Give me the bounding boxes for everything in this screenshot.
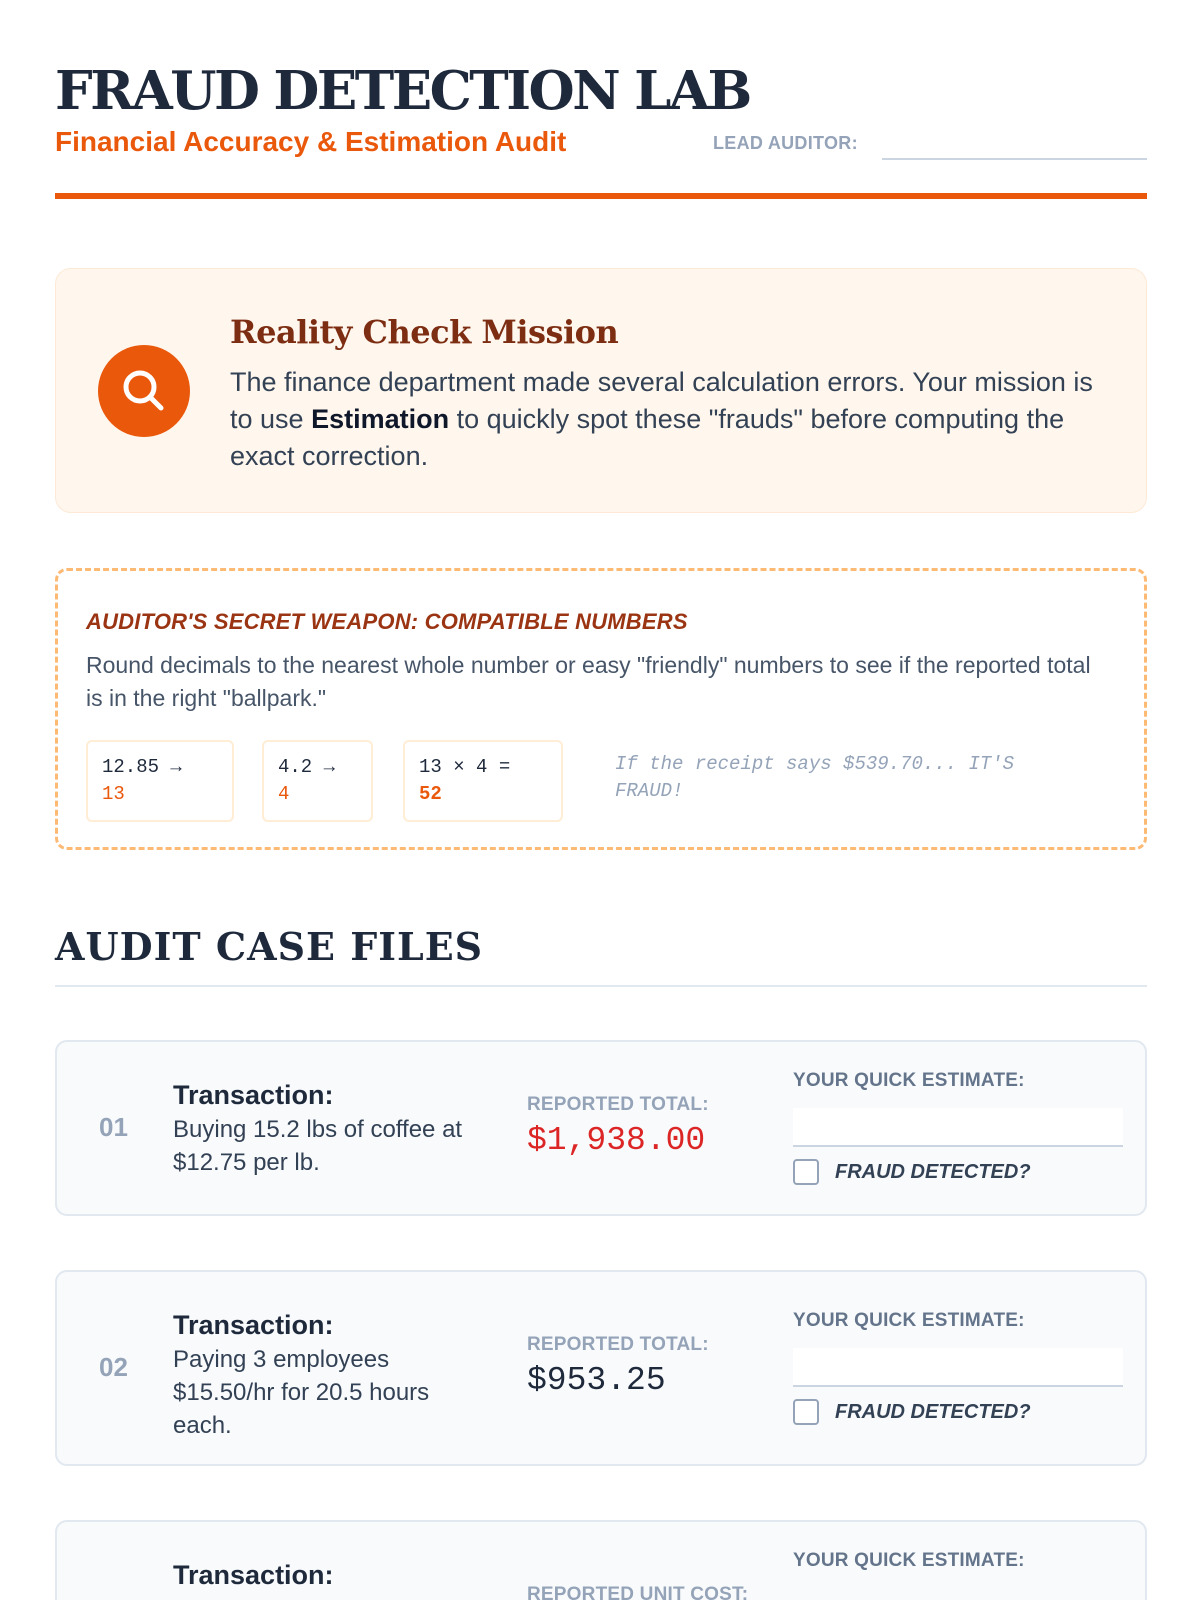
header-divider [55,193,1147,199]
case-card [55,1270,1147,1466]
estimate-label: YOUR QUICK ESTIMATE: [793,1070,1025,1091]
worksheet-page [55,0,1147,1600]
case-number: 02 [99,1352,128,1382]
mission-title: Reality Check Mission [230,313,619,351]
example-chip: 4.2 → 4 [262,740,373,822]
lead-auditor-input[interactable] [882,128,1147,160]
tip-note: If the receipt says $539.70... IT'S FRAUD! [615,753,1015,802]
checkbox[interactable] [793,1399,819,1425]
case-description: Buying 15.2 lbs of coffee at $12.75 per lb. [173,1116,463,1176]
mission-text-emphasis: Estimation [311,404,450,434]
fraud-checkbox[interactable] [793,1399,1031,1425]
mission-card [55,268,1147,513]
page-subtitle: Financial Accuracy & Estimation Audit [55,126,567,157]
estimate-input[interactable] [793,1348,1123,1387]
mission-text: The finance department made several calculation errors. Your mission is to use Estimation to quickly spot these "frauds" before computing the exact correction. [230,367,1093,471]
fraud-label: FRAUD DETECTED? [835,1400,1031,1423]
case-label: Transaction: [173,1080,334,1110]
case-card [55,1040,1147,1216]
example-result: 13 [102,783,125,805]
case-card [55,1520,1147,1600]
case-number: 01 [99,1112,128,1142]
section-title: AUDIT CASE FILES [55,924,484,969]
example-result: 4 [278,783,290,805]
tip-description: Round decimals to the nearest whole number or easy "friendly" numbers to see if the reported total is in the right "ballpark." [86,652,1091,711]
section-divider [55,985,1147,987]
reported-total-value: $953.25 [527,1362,666,1399]
case-description: Paying 3 employees $15.50/hr for 20.5 hours each. [173,1346,430,1439]
example-chip: 13 × 4 = 52 [403,740,563,822]
tip-box [55,568,1147,850]
fraud-checkbox[interactable] [793,1159,1031,1185]
page-title: FRAUD DETECTION LAB [55,60,750,122]
example-chip: 12.85 → 13 [86,740,234,822]
case-label: Transaction: [173,1560,334,1590]
estimate-label: YOUR QUICK ESTIMATE: [793,1310,1025,1331]
reported-unit-cost-label: REPORTED UNIT COST: [527,1584,749,1600]
search-icon [98,345,190,437]
estimate-label: YOUR QUICK ESTIMATE: [793,1550,1025,1571]
estimate-input[interactable] [793,1108,1123,1147]
reported-total-value: $1,938.00 [527,1122,706,1159]
checkbox[interactable] [793,1159,819,1185]
page-header [55,0,1147,200]
reported-total-label: REPORTED TOTAL: [527,1094,709,1115]
example-result: 52 [419,783,442,805]
lead-auditor-label: LEAD AUDITOR: [713,133,858,153]
case-label: Transaction: [173,1310,334,1340]
tip-title: AUDITOR'S SECRET WEAPON: COMPATIBLE NUMBERS [86,609,688,634]
reported-total-label: REPORTED TOTAL: [527,1334,709,1355]
fraud-label: FRAUD DETECTED? [835,1160,1031,1183]
